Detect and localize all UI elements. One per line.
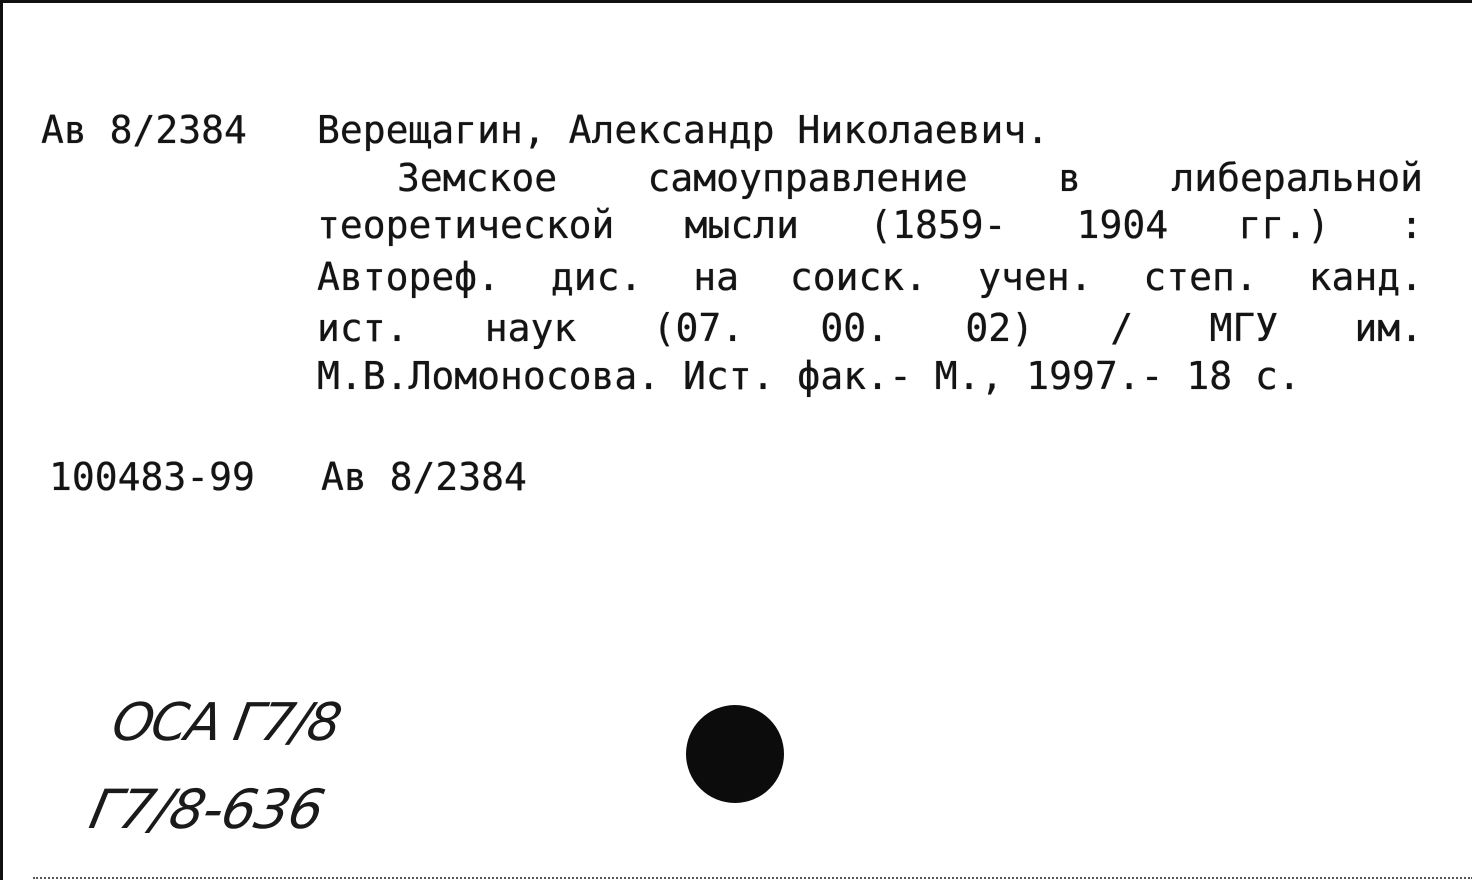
author-heading: Верещагин, Александр Николаевич. [317,108,1050,152]
title-line-5: М.В.Ломоносова. Ист. фак.- М., 1997.- 18 с. [317,354,1301,398]
inventory-number: 100483-99 [49,455,255,499]
handwritten-note-2: Г7/8-636 [84,778,330,841]
handwritten-note-1: ОСА Г7/8 [107,693,345,753]
shelf-mark-top: Ав 8/2384 [41,108,247,152]
title-line-1: Земское самоуправление в либеральной [397,156,1423,200]
title-line-4: ист. наук (07. 00. 02) / МГУ им. [317,306,1423,350]
title-line-3: Автореф. дис. на соиск. учен. степ. канд. [317,255,1423,299]
title-line-2: теоретической мысли (1859- 1904 гг.) : [317,203,1423,247]
punch-hole [686,705,784,803]
shelf-mark-bottom: Ав 8/2384 [321,455,527,499]
bottom-edge [33,877,1472,879]
